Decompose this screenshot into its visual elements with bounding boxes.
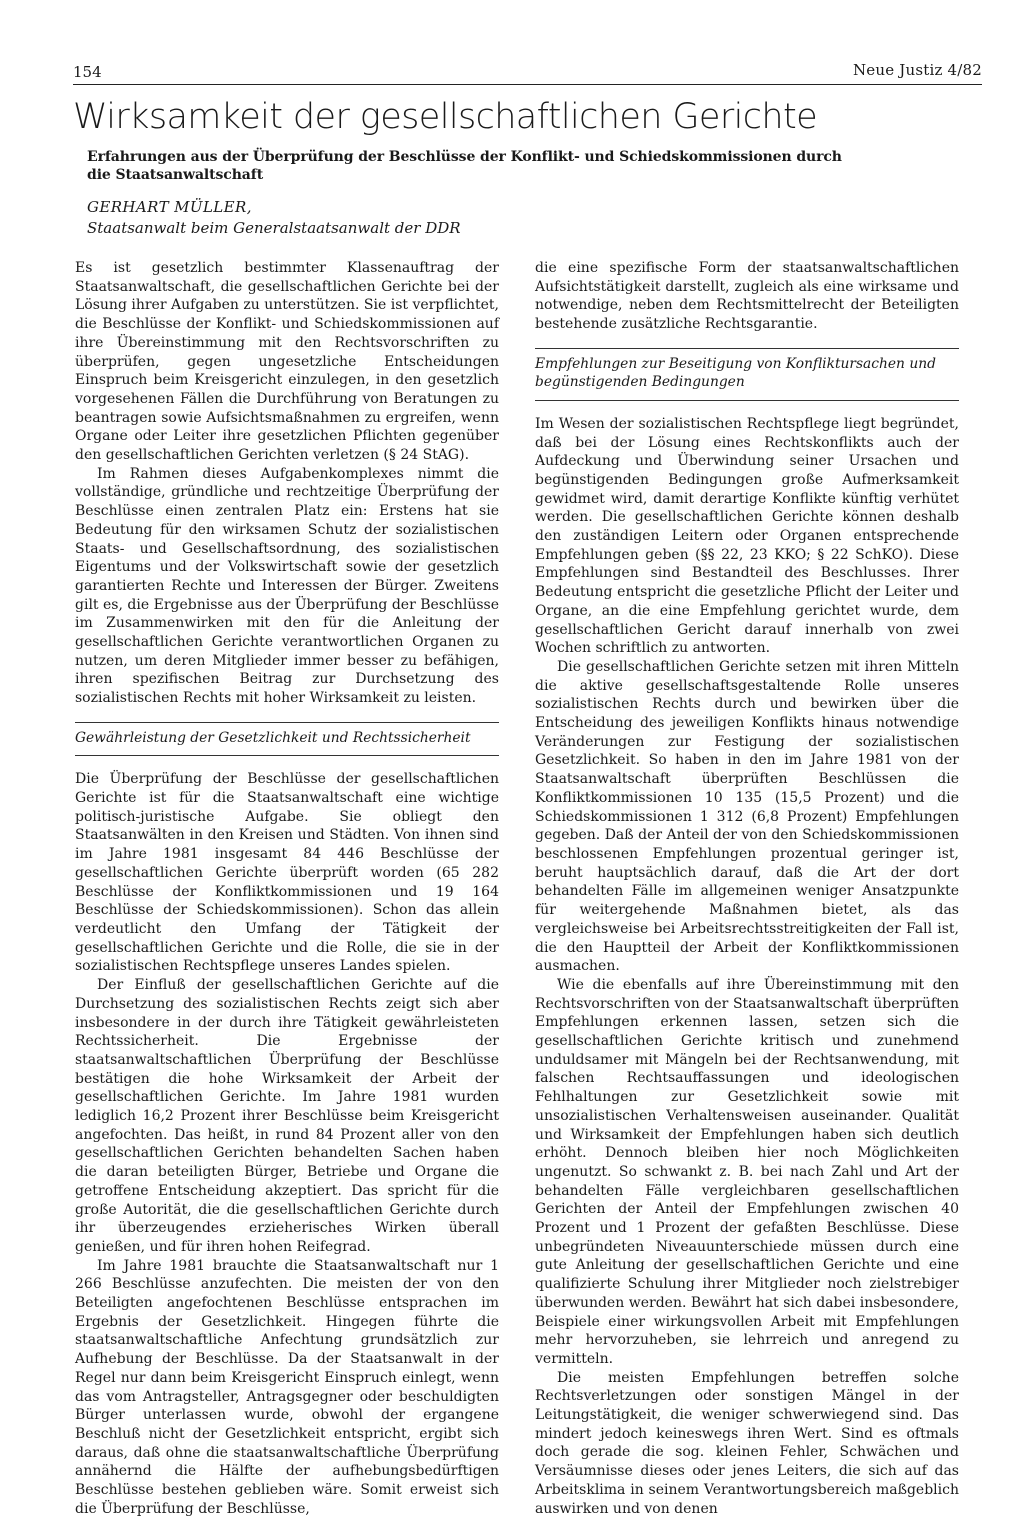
paragraph: die eine spezifische Form der staatsanwaltschaftlichen Aufsichtstätigkeit darstellt, zugleich als eine wirksame und notwendige, neben dem Rechtsmittelrecht der Beteiligten bestehende zusätzliche Rechtsgarantie. — [535, 260, 959, 333]
section-heading: Gewährleistung der Gesetzlichkeit und Rechtssicherheit — [75, 722, 499, 757]
author-name: GERHART MÜLLER, — [87, 198, 252, 216]
paragraph: Die meisten Empfehlungen betreffen solche Rechtsverletzungen oder sonstigen Mängel in der Leitungstätigkeit, die weniger schwerwiegend sind. Das mindert jedoch keineswegs ihren Wert. Sind es oftmals doch gerade die sog. kleinen Fehler, Schwächen und Versäumnisse dieses oder jenes Leiters, die sich auf das Arbeitsklima in seinem Verantwortungsbereich maßgeblich auswirken und von denen — [535, 1369, 959, 1517]
paragraph: Der Einfluß der gesellschaftlichen Gerichte auf die Durchsetzung des sozialistischen Rechts zeigt sich aber insbesondere in der durch ihre Tätigkeit gewährleisteten Rechtssicherheit. Die Ergebnisse der staatsanwaltschaftlichen Überprüfung der Beschlüsse bestätigen die hohe Wirksamkeit der Arbeit der gesellschaftlichen Gerichte. Im Jahre 1981 wurden lediglich 16,2 Prozent ihrer Beschlüsse beim Kreisgericht angefochten. Das heißt, in rund 84 Prozent aller von den gesellschaftlichen Gerichten behandelten Sachen haben die daran beteiligten Bürger, Betriebe und Organe die getroffene Entscheidung akzeptiert. Das spricht für die große Autorität, die die gesellschaftlichen Gerichte durch ihr überzeugendes erzieherisches Wirken überall genießen, und für ihren hohen Reifegrad. — [75, 977, 499, 1255]
article-subtitle: Erfahrungen aus der Überprüfung der Beschlüsse der Konflikt- und Schiedskommissionen durch die Staatsanwaltschaft — [87, 149, 842, 183]
paragraph: Die Überprüfung der Beschlüsse der gesellschaftlichen Gerichte ist für die Staatsanwaltschaft eine wichtige politisch-juristische Aufgabe. Sie obliegt den Staatsanwälten in den Kreisen und Städten. Von ihnen sind im Jahre 1981 insgesamt 84 446 Beschlüsse der gesellschaftlichen Gerichte überprüft worden (65 282 Beschlüsse der Konfliktkommissionen und 19 164 Beschlüsse der Schiedskommissionen). Schon das allein verdeutlicht den Umfang der Tätigkeit der gesellschaftlichen Gerichte und die Rolle, die sie in der sozialistischen Rechtspflege unseres Landes spielen. — [75, 771, 499, 975]
paragraph: Im Rahmen dieses Aufgabenkomplexes nimmt die vollständige, gründliche und rechtzeitige Überprüfung der Beschlüsse einen zentralen Platz ein: Erstens hat sie Bedeutung für den wirksamen Schutz der sozialistischen Staats- und Gesellschaftsordnung, des sozialistischen Eigentums und der Volkswirtschaft sowie der gesetzlich garantierten Rechte und Interessen der Bürger. Zweitens gilt es, die Ergebnisse aus der Überprüfung der Beschlüsse im Zusammenwirken mit den für die Anleitung der gesellschaftlichen Gerichte verantwortlichen Organen zu nutzen, um deren Mitglieder immer besser zu befähigen, ihren spezifischen Beitrag zur Durchsetzung des sozialistischen Rechts mit hoher Wirksamkeit zu leisten. — [75, 465, 499, 707]
paragraph: Im Wesen der sozialistischen Rechtspflege liegt begründet, daß bei der Lösung eines Rechtskonflikts auch der Aufdeckung und Überwindung seiner Ursachen und begünstigenden Bedingungen große Aufmerksamkeit gewidmet wird, damit derartige Konflikte künftig verhütet werden. Die gesellschaftlichen Gerichte können deshalb den zuständigen Leitern oder Organen entsprechende Empfehlungen geben (§§ 22, 23 KKO; § 22 SchKO). Diese Empfehlungen sind Bestandteil des Beschlusses. Ihrer Bedeutung entspricht die gesetzliche Pflicht der Leiter und Organe, an die eine Empfehlung gerichtet wurde, dem gesellschaftlichen Gericht darauf innerhalb von zwei Wochen schriftlich zu antworten. — [535, 415, 959, 657]
right-column — [535, 259, 959, 1518]
left-column — [75, 259, 499, 1519]
paragraph: Wie die ebenfalls auf ihre Übereinstimmung mit den Rechtsvorschriften von der Staatsanwaltschaft überprüften Empfehlungen erkennen lassen, setzen sich die gesellschaftlichen Gerichte kritisch und zunehmend unduldsamer mit Mängeln bei der Rechtsanwendung, mit falschen Rechtsauffassungen und ideologischen Fehlhaltungen zur Gesetzlichkeit sowie mit unsozialistischen Verhaltensweisen auseinander. Qualität und Wirksamkeit der Empfehlungen haben sich deutlich erhöht. Dennoch bleiben hier noch Möglichkeiten ungenutzt. So schwankt z. B. bei nach Zahl und Art der behandelten Fälle vergleichbaren gesellschaftlichen Gerichten der Anteil der Empfehlungen zwischen 40 Prozent und 1 Prozent der gefaßten Beschlüsse. Diese unbegründeten Niveauunterschiede müssen durch eine gute Anleitung der gesellschaftlichen Gerichte und eine qualifizierte Schulung ihrer Mitglieder noch zielstrebiger überwunden werden. Bewährt hat sich dabei insbesondere, Beispiele einer wirkungsvollen Arbeit mit Empfehlungen mehr hervorzuheben, sie lehrreich und anregend zu vermitteln. — [535, 976, 959, 1367]
paragraph: Es ist gesetzlich bestimmter Klassenauftrag der Staatsanwaltschaft, die gesellschaftlichen Gerichte bei der Lösung ihrer Aufgaben zu unterstützen. Sie ist verpflichtet, die Beschlüsse der Konflikt- und Schiedskommissionen auf ihre Übereinstimmung mit den Rechtsvorschriften zu überprüfen, gegen ungesetzliche Entscheidungen Einspruch beim Kreisgericht einzulegen, in den gesetzlich vorgesehenen Fällen die Durchführung von Beratungen zu beantragen sowie Aufsichtsmaßnahmen zu ergreifen, wenn Organe oder Leiter ihre gesetzlichen Pflichten gegenüber den gesellschaftlichen Gerichten verletzen (§ 24 StAG). — [75, 260, 499, 464]
article-title: Wirksamkeit der gesellschaftlichen Gerichte — [73, 97, 818, 137]
author-role: Staatsanwalt beim Generalstaatsanwalt der DDR — [87, 219, 461, 237]
page-header — [73, 58, 982, 85]
page-number: 154 — [73, 63, 102, 81]
section-heading: Empfehlungen zur Beseitigung von Konfliktursachen und begünstigenden Bedingungen — [535, 348, 959, 401]
paragraph: Die gesellschaftlichen Gerichte setzen mit ihren Mitteln die aktive gesellschaftsgestaltende Rolle unseres sozialistischen Rechts durch und bewirken über die Entscheidung des jeweiligen Konflikts hinaus notwendige Veränderungen zur Festigung der sozialistischen Gesetzlichkeit. So haben in den im Jahre 1981 von der Staatsanwaltschaft überprüften Beschlüssen die Konfliktkommissionen 10 135 (15,5 Prozent) und die Schiedskommissionen 1 312 (6,8 Prozent) Empfehlungen gegeben. Daß der Anteil der von den Schiedskommissionen beschlossenen Empfehlungen prozentual geringer ist, beruht hauptsächlich darauf, daß die Art der dort behandelten Fälle im allgemeinen weniger Ansatzpunkte für weitergehende Maßnahmen bietet, als das vergleichsweise bei Arbeitsrechtsstreitigkeiten der Fall ist, die den Hauptteil der Arbeit der Konfliktkommissionen ausmachen. — [535, 658, 959, 975]
journal-issue: Neue Justiz 4/82 — [852, 61, 982, 79]
paragraph: Im Jahre 1981 brauchte die Staatsanwaltschaft nur 1 266 Beschlüsse anzufechten. Die meisten der von den Beteiligten angefochtenen Beschlüsse entsprachen im Ergebnis der Gesetzlichkeit. Hingegen führte die staatsanwaltschaftliche Anfechtung grundsätzlich zur Aufhebung der Beschlüsse. Da der Staatsanwalt in der Regel nur dann beim Kreisgericht Einspruch einlegt, wenn das vom Antragsteller, Antragsgegner oder beschuldigten Bürger unterlassen wurde, obwohl der ergangene Beschluß nicht der Gesetzlichkeit entspricht, ergibt sich daraus, daß ohne die staatsanwaltschaftliche Überprüfung annähernd die Hälfte der aufhebungsbedürftigen Beschlüsse bestehen geblieben wäre. Somit erweist sich die Überprüfung der Beschlüsse, — [75, 1257, 499, 1517]
